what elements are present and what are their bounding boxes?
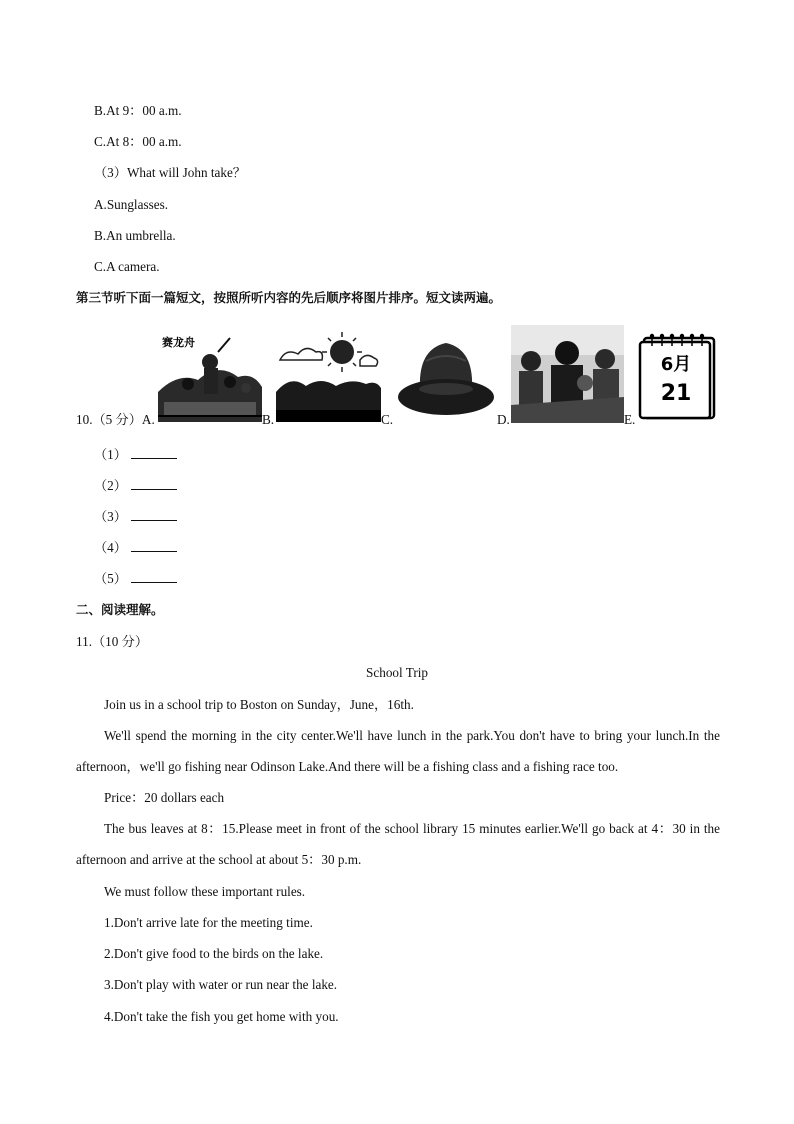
calendar-day: 21: [660, 381, 692, 406]
passage-rules-intro: We must follow these important rules.: [104, 884, 306, 899]
answer-label: （5）: [94, 571, 127, 586]
q10-answer-3[interactable]: [94, 508, 177, 526]
q10-label-b: B.: [262, 412, 275, 427]
passage-paragraph-1: Join us in a school trip to Boston on Sunday，June，16th.: [104, 697, 414, 712]
rule-item: 3.Don't play with water or run near the lake.: [104, 977, 338, 992]
answer-blank[interactable]: [131, 570, 177, 583]
answer-blank[interactable]: [131, 446, 177, 459]
passage-paragraph-2: We'll spend the morning in the city center.We'll have lunch in the park.You don't have to bring your lunch.In the afternoon，we'll go fishing near Odinson Lake.And there will be a fishing class and a fishing race too.: [76, 728, 720, 774]
answer-label: （1）: [94, 447, 127, 462]
rule-item: 4.Don't take the fish you get home with you.: [104, 1009, 339, 1024]
q10-prefix: 10.（5 分）A.: [76, 412, 155, 427]
calendar-month: 6月: [660, 354, 692, 375]
pic-a-caption: 赛龙舟: [162, 336, 195, 349]
q10-label-e: E.: [624, 412, 636, 427]
passage-title: School Trip: [366, 665, 428, 680]
q10-answer-5[interactable]: [94, 570, 177, 588]
q10-answer-4[interactable]: [94, 539, 177, 557]
q9-3-option-a: A.Sunglasses.: [94, 197, 168, 212]
q10-answer-1[interactable]: [94, 446, 177, 464]
answer-label: （3）: [94, 509, 127, 524]
q9-3-option-c: C.A camera.: [94, 259, 160, 274]
section3-heading: 第三节听下面一篇短文，按照所听内容的先后顺序将图片排序。短文读两遍。: [76, 290, 502, 305]
q9-3-question: （3）What will John take？: [94, 165, 246, 180]
answer-label: （4）: [94, 540, 127, 555]
answer-blank[interactable]: [131, 477, 177, 490]
answer-label: （2）: [94, 478, 127, 493]
part2-heading: 二、阅读理解。: [76, 602, 164, 617]
rule-item: 1.Don't arrive late for the meeting time.: [104, 915, 313, 930]
dragon-boat-picture: [158, 332, 262, 422]
calendar-picture: [638, 330, 718, 422]
hat-picture: [396, 333, 496, 423]
q9-3-option-b: B.An umbrella.: [94, 228, 176, 243]
q10-label-c: C.: [381, 412, 394, 427]
crowd-picture: [511, 325, 624, 423]
answer-blank[interactable]: [131, 508, 177, 521]
rule-item: 2.Don't give food to the birds on the lake.: [104, 946, 324, 961]
answer-blank[interactable]: [131, 539, 177, 552]
passage-price: Price：20 dollars each: [104, 790, 225, 805]
q10-answer-2[interactable]: [94, 477, 177, 495]
passage-paragraph-4: The bus leaves at 8：15.Please meet in front of the school library 15 minutes earlier.We'll go back at 4：30 in the afternoon and arrive at the school at about 5：30 p.m.: [76, 821, 720, 867]
q9-option-b: B.At 9：00 a.m.: [94, 103, 182, 118]
q9-option-c: C.At 8：00 a.m.: [94, 134, 182, 149]
q10-label-d: D.: [497, 412, 510, 427]
q11-number: 11.（10 分）: [76, 634, 149, 649]
sunny-landscape-picture: [276, 330, 381, 422]
